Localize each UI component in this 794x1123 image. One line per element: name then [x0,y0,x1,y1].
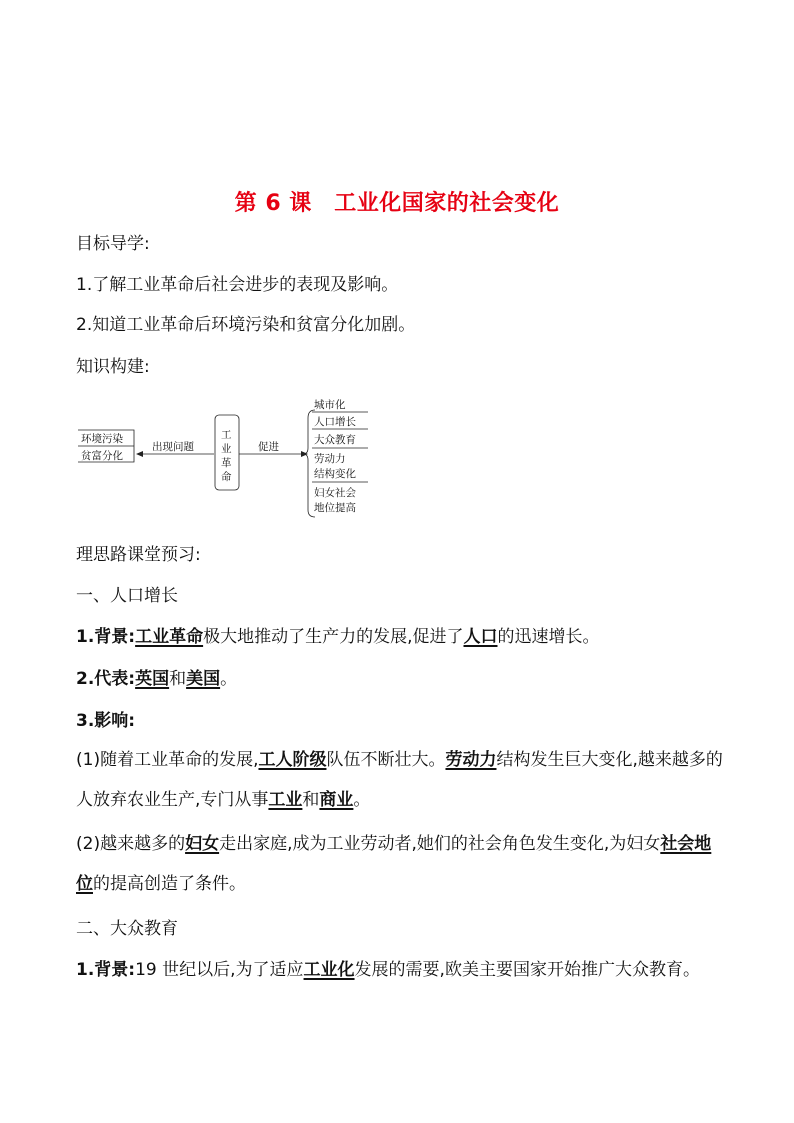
knowledge-diagram [76,392,376,522]
paragraph-text: (2)越来越多的 [76,834,186,854]
paragraph-number: 3.影响: [76,711,136,731]
lesson-title: 第 6 课 工业化国家的社会变化 [234,191,560,216]
paragraph-text: 极大地推动了生产力的发展,促进了 [203,627,464,647]
left-arrow-label: 出现问题 [152,441,194,453]
paragraph-representatives [76,668,237,690]
paragraph-text: 队伍不断壮大。 [326,750,446,770]
paragraph-text: 发展的需要,欧美主要国家开始推广大众教育。 [354,960,700,980]
paragraph-text: 和 [169,669,187,689]
right-item-women-2: 地位提高 [314,502,356,514]
preview-heading: 理思路课堂预习: [76,545,201,565]
right-item-women-1: 妇女社会 [314,487,356,499]
answer-industrial-revolution: 工业革命 [135,627,204,647]
paragraph-text: 。 [220,669,238,689]
center-char-4: 命 [221,471,232,483]
center-char-3: 革 [221,457,232,469]
center-char-2: 业 [221,443,232,455]
paragraph-influence-2 [76,824,724,904]
goal-2: 2.知道工业革命后环境污染和贫富分化加剧。 [76,315,416,335]
paragraph-text: 的提高创造了条件。 [93,874,246,894]
left-arrow [136,440,214,457]
left-item-wealth-gap: 贫富分化 [81,450,123,462]
right-item-labor-1: 劳动力 [314,453,346,465]
paragraph-text: 的迅速增长。 [497,627,600,647]
answer-britain: 英国 [135,669,170,689]
left-problem-list [78,430,134,462]
knowledge-heading: 知识构建: [76,357,150,377]
answer-labor-force: 劳动力 [445,750,497,770]
answer-social-status: 社会地位 [76,834,712,894]
paragraph-text: (1)随着工业革命的发展, [76,750,259,770]
right-item-urbanization: 城市化 [314,399,346,411]
left-item-pollution: 环境污染 [81,433,123,445]
paragraph-text: 19 世纪以后,为了适应 [135,960,304,980]
right-item-labor-2: 结构变化 [314,468,356,480]
right-arrow-label: 促进 [258,441,279,453]
right-item-population: 人口增长 [314,416,356,428]
paragraph-background-1 [76,626,600,648]
answer-industry: 工业 [268,790,303,810]
right-effect-list [312,398,368,514]
answer-commerce: 商业 [319,790,354,810]
right-item-education: 大众教育 [314,434,356,446]
right-arrow [239,440,308,457]
paragraph-text: 结构发生巨大变化,越来越多的人放弃农业生产,专门从事 [76,750,723,810]
paragraph-number: 2.代表: [76,669,136,689]
paragraph-text: 和 [302,790,320,810]
answer-women: 妇女 [185,834,220,854]
section-2-heading: 二、大众教育 [76,919,178,939]
paragraph-text: 走出家庭,成为工业劳动者,她们的社会角色发生变化,为妇女 [219,834,661,854]
section-1-heading: 一、人口增长 [76,586,178,606]
paragraph-text: 。 [353,790,371,810]
goals-heading: 目标导学: [76,234,150,254]
paragraph-influence-1 [76,740,724,820]
answer-industrialization: 工业化 [303,960,355,980]
goal-1: 1.了解工业革命后社会进步的表现及影响。 [76,275,399,295]
paragraph-number: 1.背景: [76,960,136,980]
center-box [215,415,239,490]
answer-working-class: 工人阶级 [258,750,327,770]
center-char-1: 工 [221,429,232,441]
paragraph-influence [76,710,135,732]
paragraph-number: 1.背景: [76,627,136,647]
paragraph-background-2 [76,950,724,990]
answer-usa: 美国 [186,669,221,689]
answer-population: 人口 [463,627,498,647]
